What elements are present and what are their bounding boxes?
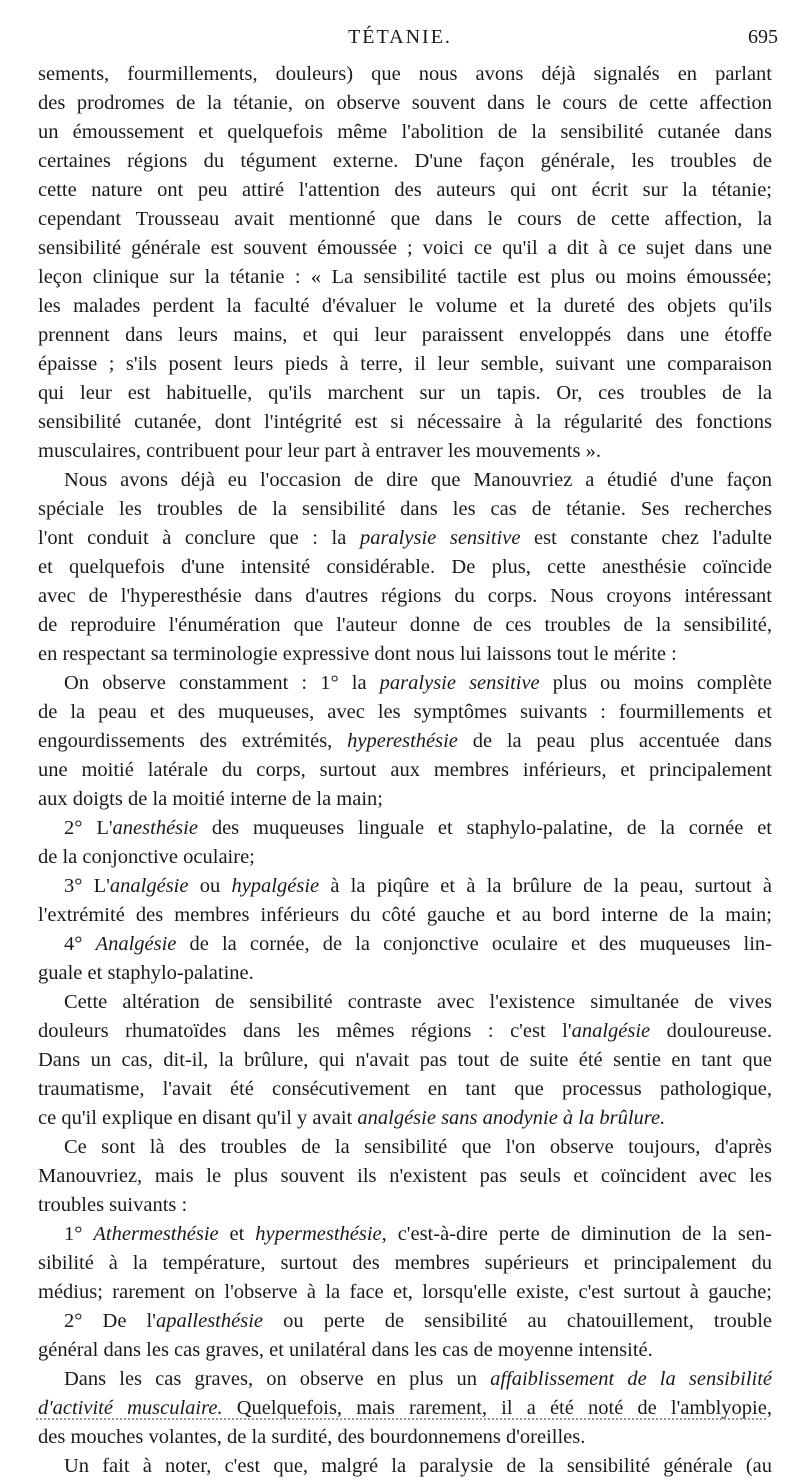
text-run: des muqueuses linguale et staphylo-palatine, de la cornée et (197, 817, 772, 839)
text-run: l'extrémité des membres inférieurs du côté gauche et au bord interne de la main; (38, 904, 772, 926)
text-run: qui leur est habituelle, qu'ils marchent sur un tapis. Or, ces troubles de la (38, 382, 772, 404)
text-line (38, 1423, 772, 1452)
text-run: Nous avons déjà eu l'occasion de dire que Manouvriez a étudié d'une façon (64, 469, 772, 491)
italic-term: d'activité musculaire. (38, 1397, 223, 1419)
text-run: ce qu'il explique en disant qu'il y avait (38, 1107, 358, 1129)
text-run: médius; rarement on l'observe à la face et, lorsqu'elle existe, c'est surtout à gauche; (38, 1281, 772, 1303)
text-run: 4° (64, 933, 96, 955)
text-run: sibilité à la température, surtout des membres supérieurs et principalement du (38, 1252, 772, 1274)
running-title: TÉTANIE. (348, 26, 452, 48)
text-line (38, 524, 772, 553)
italic-term: hypalgésie (231, 875, 320, 897)
text-run: est constante chez l'adulte (520, 527, 772, 549)
text-line (38, 408, 772, 437)
text-line (38, 901, 772, 930)
text-line (38, 698, 772, 727)
text-line (38, 959, 772, 988)
text-run: sements, fourmillements, douleurs) que nous avons déjà signalés en parlant (38, 63, 772, 85)
text-run: guale et staphylo-palatine. (38, 962, 254, 984)
text-line (38, 1075, 772, 1104)
text-line (38, 988, 772, 1017)
text-line (38, 437, 772, 466)
text-line (38, 640, 772, 669)
text-run: avec de l'hyperesthésie dans d'autres régions du corps. Nous croyons intéressant (38, 585, 772, 607)
text-line (38, 1046, 772, 1075)
text-run: une moitié latérale du corps, surtout aux membres inférieurs, et principalement (38, 759, 772, 781)
italic-term: Athermesthésie (93, 1223, 219, 1245)
text-run: , c'est-à-dire perte de diminution de la sen- (381, 1223, 772, 1245)
text-run: en respectant sa terminologie expressive dont nous lui laissons tout le mérite : (38, 643, 677, 665)
body-text (38, 60, 772, 1481)
text-run: Manouvriez, mais le plus souvent ils n'existent pas seuls et coïncident avec les (38, 1165, 772, 1187)
text-run: de la peau plus accentuée dans (457, 730, 772, 752)
text-run: On observe constamment : 1° la (64, 672, 380, 694)
text-line (38, 1104, 772, 1133)
text-line (38, 205, 772, 234)
italic-term: hypermesthésie (255, 1223, 382, 1245)
italic-term: apallesthésie (155, 1310, 263, 1332)
text-run: général dans les cas graves, et unilatéral dans les cas de moyenne intensité. (38, 1339, 653, 1361)
text-line (38, 495, 772, 524)
text-line (38, 263, 772, 292)
text-run: Ce sont là des troubles de la sensibilité que l'on observe toujours, d'après (64, 1136, 772, 1158)
text-run: 1° (64, 1223, 94, 1245)
text-line (38, 1307, 772, 1336)
text-run: des prodromes de la tétanie, on observe souvent dans le cours de cette affection (38, 92, 772, 114)
text-line (38, 147, 772, 176)
text-run: des mouches volantes, de la surdité, des bourdonnemens d'oreilles. (38, 1426, 586, 1448)
text-run: ou perte de sensibilité au chatouillement, trouble (263, 1310, 772, 1332)
text-run: musculaires, contribuent pour leur part à entraver les mouvements ». (38, 440, 601, 462)
text-run: un émoussement et quelquefois même l'abolition de la sensibilité cutanée dans (38, 121, 772, 143)
text-line (38, 1278, 772, 1307)
text-line (38, 466, 772, 495)
text-run: à la piqûre et à la brûlure de la peau, surtout à (319, 875, 772, 897)
text-line (38, 1336, 772, 1365)
text-run: et (218, 1223, 256, 1245)
italic-term: analgésie sans anodynie à la brûlure. (357, 1107, 666, 1129)
text-run: 2° De l' (64, 1310, 156, 1332)
text-line (38, 872, 772, 901)
text-run: de reproduire l'énumération que l'auteur donne de ces troubles de la sensibilité, (38, 614, 772, 636)
text-run: engourdissements des extrémités, (38, 730, 348, 752)
text-line (38, 814, 772, 843)
text-run: douleurs rhumatoïdes dans les mêmes régions : c'est l' (38, 1020, 572, 1042)
text-run: troubles suivants : (38, 1194, 188, 1216)
italic-term: anesthésie (112, 817, 198, 839)
page-number: 695 (748, 26, 778, 48)
text-line (38, 553, 772, 582)
text-run: Dans un cas, dit-il, la brûlure, qui n'avait pas tout de suite été sentie en tant que (38, 1049, 772, 1071)
text-run: spéciale les troubles de la sensibilité dans les cas de tétanie. Ses recherches (38, 498, 772, 520)
text-run: de la cornée, de la conjonctive oculaire et des muqueuses lin- (176, 933, 772, 955)
text-run: ou (188, 875, 232, 897)
text-run: de la peau et des muqueuses, avec les symptômes suivants : fourmillements et (38, 701, 772, 723)
text-line (38, 1249, 772, 1278)
text-run: Un fait à noter, c'est que, malgré la paralysie de la sensibilité générale (au (64, 1455, 772, 1477)
text-run: et quelquefois d'une intensité considérable. De plus, cette anesthésie coïncide (38, 556, 772, 578)
text-line (38, 89, 772, 118)
text-run: leçon clinique sur la tétanie : « La sensibilité tactile est plus ou moins émoussée; (38, 266, 772, 288)
text-line (38, 1452, 772, 1481)
text-line (38, 1017, 772, 1046)
italic-term: paralysie sensitive (359, 527, 521, 549)
text-line (38, 379, 772, 408)
text-line (38, 582, 772, 611)
footer-dotted-rule (36, 1418, 766, 1420)
italic-term: paralysie sensitive (379, 672, 540, 694)
text-line (38, 727, 772, 756)
text-run: sensibilité générale est souvent émoussée ; voici ce qu'il a dit à ce sujet dans une (38, 237, 772, 259)
text-line (38, 1220, 772, 1249)
text-line (38, 321, 772, 350)
text-line (38, 669, 772, 698)
text-line (38, 234, 772, 263)
text-line (38, 756, 772, 785)
text-line (38, 843, 772, 872)
text-run: épaisse ; s'ils posent leurs pieds à terre, il leur semble, suivant une comparaison (38, 353, 772, 375)
text-line (38, 118, 772, 147)
italic-term: Analgésie (95, 933, 177, 955)
text-run: sensibilité cutanée, dont l'intégrité est si nécessaire à la régularité des fonctions (38, 411, 772, 433)
text-run: aux doigts de la moitié interne de la main; (38, 788, 383, 810)
text-line (38, 60, 772, 89)
text-run: prennent dans leurs mains, et qui leur paraissent enveloppés dans une étoffe (38, 324, 772, 346)
text-run: plus ou moins complète (539, 672, 772, 694)
italic-term: analgésie (571, 1020, 651, 1042)
text-run: de la conjonctive oculaire; (38, 846, 255, 868)
text-run: cependant Trousseau avait mentionné que dans le cours de cette affection, la (38, 208, 772, 230)
text-run: l'ont conduit à conclure que : la (38, 527, 360, 549)
text-line (38, 1133, 772, 1162)
text-line (38, 350, 772, 379)
text-run: Quelquefois, mais rarement, il a été noté de l'amblyopie, (222, 1397, 772, 1419)
text-run: Cette altération de sensibilité contraste avec l'existence simultanée de vives (64, 991, 772, 1013)
page-header (0, 22, 800, 58)
text-run: 2° L' (64, 817, 113, 839)
text-run: 3° L' (64, 875, 110, 897)
text-run: Dans les cas graves, on observe en plus un (64, 1368, 491, 1390)
text-run: traumatisme, l'avait été consécutivement en tant que processus pathologique, (38, 1078, 772, 1100)
text-run: douloureuse. (650, 1020, 772, 1042)
text-run: certaines régions du tégument externe. D'une façon générale, les troubles de (38, 150, 772, 172)
text-run: les malades perdent la faculté d'évaluer le volume et la dureté des objets qu'ils (38, 295, 772, 317)
text-line (38, 176, 772, 205)
text-line (38, 1365, 772, 1394)
text-line (38, 930, 772, 959)
italic-term: affaiblissement de la sensibilité (490, 1368, 772, 1390)
text-run: cette nature ont peu attiré l'attention des auteurs qui ont écrit sur la tétanie; (38, 179, 772, 201)
text-line (38, 611, 772, 640)
italic-term: analgésie (109, 875, 189, 897)
italic-term: hyperesthésie (347, 730, 458, 752)
text-line (38, 1191, 772, 1220)
text-line (38, 785, 772, 814)
text-line (38, 292, 772, 321)
text-line (38, 1162, 772, 1191)
